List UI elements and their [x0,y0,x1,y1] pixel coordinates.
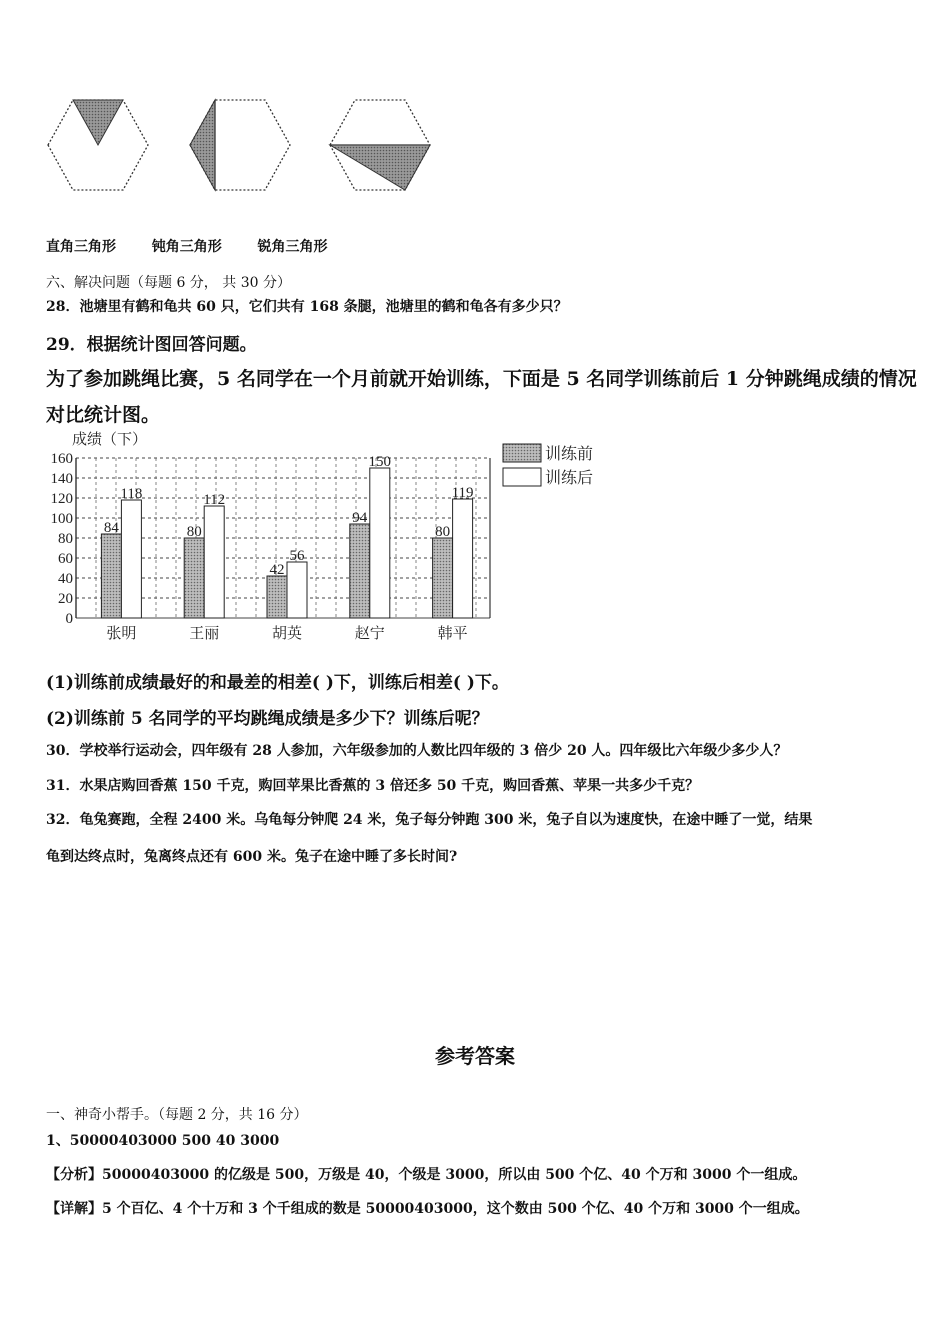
shape-label-right: 直角三角形 [46,239,116,255]
bar-label-训练后-韩平: 119 [451,485,474,501]
question-29-sub-2: (2)训练前 5 名同学的平均跳绳成绩是多少下？训练后呢？ [46,709,489,729]
answer-1: 1、50000403000 500 40 3000 [46,1133,280,1149]
question-32-line-1: 32．龟兔赛跑，全程 2400 米。乌龟每分钟爬 24 米，兔子每分钟跑 300 米，兔子自以为速度快，在途中睡了一觉，结果 [46,812,813,828]
answers-section-1: 一、神奇小帮手。（每题 2 分，共 16 分） [46,1107,308,1123]
xlabel-赵宁: 赵宁 [354,625,385,642]
hexagon-obtuse-triangle [190,100,290,190]
ytick-0: 0 [65,611,73,627]
legend-label-训练前: 训练前 [545,446,594,463]
xlabel-韩平: 韩平 [437,625,468,642]
chart-ylabel: 成绩（下） [72,431,148,448]
ytick-1: 20 [58,591,73,607]
bar-训练后-赵宁 [370,468,390,618]
chart-xlabels [106,624,467,642]
bar-训练前-王丽 [184,538,204,618]
bar-训练前-张明 [101,534,121,618]
bar-label-训练后-赵宁: 150 [368,454,392,470]
bar-label-训练后-王丽: 112 [203,492,226,508]
bar-训练后-张明 [121,500,141,618]
answer-1-detail: 【详解】5 个百亿、4 个十万和 3 个千组成的数是 50000403000，这个数由 500 个亿、40 个万和 3000 个一组成。 [46,1201,809,1217]
ytick-3: 60 [58,551,73,567]
shape-labels [46,236,328,256]
ytick-7: 140 [50,471,73,487]
chart-yticks [51,451,74,627]
hexagon-acute-triangle [330,100,430,190]
hexagon-figures [40,95,450,195]
question-29-title: 29．根据统计图回答问题。 [46,335,257,355]
chart-legend [503,444,593,487]
bar-训练前-胡英 [267,576,287,618]
bar-label-训练前-张明: 84 [103,520,119,536]
ytick-8: 160 [50,451,73,467]
hexagon-right-triangle [48,100,148,190]
xlabel-王丽: 王丽 [189,625,220,642]
bar-训练前-韩平 [433,538,453,618]
question-30: 30．学校举行运动会，四年级有 28 人参加，六年级参加的人数比四年级的 3 倍少 20 人。四年级比六年级少多少人？ [46,743,788,759]
question-28: 28．池塘里有鹤和龟共 60 只，它们共有 168 条腿，池塘里的鹤和龟各有多少只？ [46,299,568,315]
ytick-5: 100 [50,511,73,527]
question-29-sub-1: (1)训练前成绩最好的和最差的相差( )下，训练后相差( )下。 [46,673,509,693]
ytick-2: 40 [58,571,73,587]
bar-label-训练前-韩平: 80 [435,524,451,540]
bar-label-训练前-王丽: 80 [186,524,202,540]
ytick-6: 120 [50,491,73,507]
legend-label-训练后: 训练后 [545,470,594,487]
answer-1-analysis: 【分析】50000403000 的亿级是 500，万级是 40，个级是 3000，所以由 500 个亿、40 个万和 3000 个一组成。 [46,1167,807,1183]
legend-swatch-训练后 [503,468,541,486]
xlabel-张明: 张明 [106,625,137,642]
jump-rope-bar-chart [40,428,620,648]
question-31: 31．水果店购回香蕉 150 千克，购回苹果比香蕉的 3 倍还多 50 千克，购回香蕉、苹果一共多少千克？ [46,778,700,794]
xlabel-胡英: 胡英 [271,625,303,642]
ytick-4: 80 [58,531,73,547]
question-29-intro-2: 对比统计图。 [46,404,161,426]
chart-bars [101,454,473,618]
bar-训练后-王丽 [204,506,224,618]
bar-label-训练前-赵宁: 94 [352,510,368,526]
bar-label-训练后-张明: 118 [120,486,143,502]
legend-swatch-训练前 [503,444,541,462]
bar-label-训练后-胡英: 56 [289,548,305,564]
bar-训练后-韩平 [453,499,473,618]
answers-title: 参考答案 [435,1044,515,1068]
question-32-line-2: 龟到达终点时，兔离终点还有 600 米。兔子在途中睡了多长时间? [46,849,458,865]
shape-label-acute: 锐角三角形 [257,239,328,255]
bar-训练后-胡英 [287,562,307,618]
section-6-title: 六、解决问题（每题 6 分， 共 30 分） [46,275,291,291]
bar-训练前-赵宁 [350,524,370,618]
shape-label-obtuse: 钝角三角形 [151,239,222,255]
bar-label-训练前-胡英: 42 [269,562,285,578]
question-29-intro-1: 为了参加跳绳比赛，5 名同学在一个月前就开始训练，下面是 5 名同学训练前后 1 分钟跳绳成绩的情况 [46,368,917,390]
